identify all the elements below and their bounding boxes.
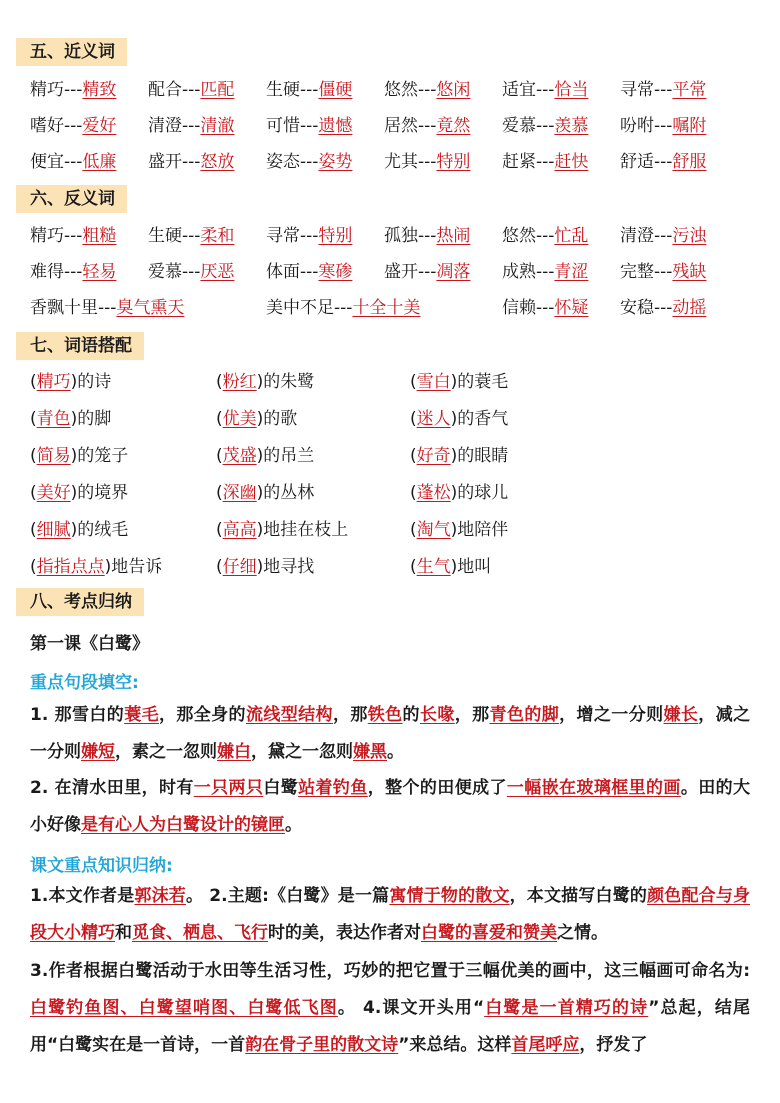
collocation-item — [30, 443, 128, 469]
collocation-text: 地陪伴 — [457, 520, 509, 540]
word-prompt: 成熟--- — [502, 262, 555, 282]
collocation-item — [410, 406, 508, 432]
word-answer: 平常 — [672, 80, 707, 100]
bracket: ) — [450, 520, 458, 540]
answer-text: 嫌黑 — [353, 742, 387, 762]
collocation-answer: 雪白 — [416, 372, 451, 392]
paragraph-text: 1.本文作者是 — [30, 886, 135, 906]
bracket: ( — [30, 446, 37, 466]
bracket: ) — [70, 446, 78, 466]
collocation-answer: 高高 — [222, 520, 257, 540]
paragraph-text: 1. 那雪白的 — [30, 705, 125, 725]
paragraph-text: 。 — [387, 742, 404, 762]
word-prompt: 舒适--- — [620, 152, 673, 172]
word-prompt: 便宜--- — [30, 152, 83, 172]
word-answer: 特别 — [436, 152, 471, 172]
word-pair — [266, 223, 352, 249]
paragraph-text: ，那 — [454, 705, 490, 725]
collocation-text: 的丛林 — [263, 483, 315, 503]
collocation-text: 的绒毛 — [77, 520, 129, 540]
collocation-answer: 美好 — [36, 483, 71, 503]
collocation-text: 地挂在枝上 — [263, 520, 349, 540]
collocation-item — [410, 554, 491, 580]
bracket: ( — [216, 483, 223, 503]
answer-text: 青色的脚 — [489, 705, 560, 725]
answer-text: 一幅嵌在玻璃框里的画 — [506, 778, 681, 798]
answer-text: 白鹭钓鱼图、白鹭望哨图、白鹭低飞图 — [30, 998, 338, 1018]
word-answer: 热闹 — [436, 226, 471, 246]
paragraph-text: 白鹭 — [263, 778, 299, 798]
bracket: ) — [450, 557, 458, 577]
collocation-text: 的笼子 — [77, 446, 129, 466]
bracket: ( — [216, 409, 223, 429]
paragraph-1 — [30, 697, 750, 771]
answer-text: 颜色配合与身段大小精巧 — [30, 886, 751, 943]
collocation-answer: 精巧 — [36, 372, 71, 392]
collocation-answer: 茂盛 — [222, 446, 257, 466]
word-pair — [620, 259, 706, 285]
paragraph-2 — [30, 770, 750, 844]
word-answer: 忙乱 — [554, 226, 589, 246]
word-prompt: 生硬--- — [266, 80, 319, 100]
word-pair — [384, 259, 470, 285]
collocation-text: 的吊兰 — [263, 446, 315, 466]
collocation-answer: 粉红 — [222, 372, 257, 392]
bracket: ( — [216, 557, 223, 577]
collocation-answer: 简易 — [36, 446, 71, 466]
word-answer: 残缺 — [672, 262, 707, 282]
answer-text: 觅食、栖息、飞行 — [132, 923, 268, 943]
bracket: ) — [256, 557, 264, 577]
section-heading-collocation: 七、词语搭配 — [16, 332, 144, 360]
section-heading-key-points: 八、考点归纳 — [16, 588, 144, 616]
word-answer: 污浊 — [672, 226, 707, 246]
word-prompt: 赶紧--- — [502, 152, 555, 172]
word-pair — [620, 223, 706, 249]
collocation-item — [30, 406, 111, 432]
paragraph-text: 和 — [115, 923, 132, 943]
word-prompt: 寻常--- — [620, 80, 673, 100]
collocation-text: 的歌 — [263, 409, 298, 429]
word-pair — [148, 149, 234, 175]
collocation-answer: 生气 — [416, 557, 451, 577]
word-pair — [30, 295, 184, 321]
answer-text: 一只两只 — [193, 778, 264, 798]
collocation-text: 的球儿 — [457, 483, 509, 503]
word-pair — [620, 113, 706, 139]
word-prompt: 悠然--- — [384, 80, 437, 100]
collocation-item — [30, 480, 128, 506]
bracket: ( — [410, 372, 417, 392]
bracket: ) — [70, 372, 78, 392]
word-pair — [620, 77, 706, 103]
collocation-item — [216, 554, 314, 580]
word-prompt: 精巧--- — [30, 80, 83, 100]
word-prompt: 爱慕--- — [502, 116, 555, 136]
collocation-answer: 细腻 — [36, 520, 71, 540]
word-answer: 遗憾 — [318, 116, 353, 136]
paragraph-text: 。 4.课文开头用“ — [337, 998, 485, 1018]
collocation-item — [216, 517, 348, 543]
word-pair — [502, 295, 588, 321]
word-prompt: 难得--- — [30, 262, 83, 282]
bracket: ) — [450, 483, 458, 503]
bracket: ( — [216, 520, 223, 540]
word-prompt: 姿态--- — [266, 152, 319, 172]
bracket: ) — [450, 372, 458, 392]
word-pair — [30, 223, 116, 249]
answer-text: 白鹭的喜爱和赞美 — [421, 923, 557, 943]
collocation-text: 的蓑毛 — [457, 372, 509, 392]
paragraph-3 — [30, 878, 750, 952]
paragraph-4 — [30, 953, 750, 1064]
collocation-item — [30, 369, 111, 395]
word-pair — [30, 113, 116, 139]
collocation-text: 的境界 — [77, 483, 129, 503]
word-prompt: 适宜--- — [502, 80, 555, 100]
word-pair — [30, 77, 116, 103]
paragraph-text: ，抒发了 — [579, 1035, 648, 1055]
collocation-answer: 优美 — [222, 409, 257, 429]
bracket: ) — [450, 446, 458, 466]
bracket: ) — [256, 483, 264, 503]
word-prompt: 孤独--- — [384, 226, 437, 246]
paragraph-text: 时的美，表达作者对 — [268, 923, 421, 943]
word-pair — [502, 149, 588, 175]
word-answer: 十全十美 — [352, 298, 421, 318]
word-prompt: 体面--- — [266, 262, 319, 282]
bracket: ) — [104, 557, 112, 577]
word-prompt: 居然--- — [384, 116, 437, 136]
word-prompt: 清澄--- — [148, 116, 201, 136]
collocation-item — [216, 369, 314, 395]
word-answer: 动摇 — [672, 298, 707, 318]
word-prompt: 可惜--- — [266, 116, 319, 136]
word-answer: 悠闲 — [436, 80, 471, 100]
word-answer: 舒服 — [672, 152, 707, 172]
collocation-text: 地寻找 — [263, 557, 315, 577]
collocation-item — [216, 480, 314, 506]
word-prompt: 清澄--- — [620, 226, 673, 246]
bracket: ( — [216, 446, 223, 466]
word-answer: 特别 — [318, 226, 353, 246]
word-answer: 柔和 — [200, 226, 235, 246]
answer-text: 铁色 — [367, 705, 403, 725]
answer-text: 嫌长 — [663, 705, 699, 725]
paragraph-text: 3.作者根据白鹭活动于水田等生活习性，巧妙的把它置于三幅优美的画中，这三幅画可命名为: — [30, 961, 750, 981]
answer-text: 蓑毛 — [124, 705, 159, 725]
lesson-title: 第一课《白鹭》 — [30, 634, 149, 654]
word-prompt: 悠然--- — [502, 226, 555, 246]
bracket: ) — [70, 409, 78, 429]
bracket: ( — [410, 409, 417, 429]
word-pair — [266, 295, 420, 321]
paragraph-text: ，整个的田便成了 — [367, 778, 507, 798]
answer-text: 首尾呼应 — [511, 1035, 580, 1055]
word-answer: 嘱附 — [672, 116, 707, 136]
bracket: ( — [410, 520, 417, 540]
paragraph-text: ，黛之一忽则 — [251, 742, 353, 762]
word-answer: 寒碜 — [318, 262, 353, 282]
paragraph-text: 。 — [285, 815, 302, 835]
word-pair — [266, 113, 352, 139]
answer-text: 郭沫若 — [134, 886, 186, 906]
answer-text: 长喙 — [419, 705, 455, 725]
word-prompt: 吩咐--- — [620, 116, 673, 136]
collocation-item — [216, 443, 314, 469]
word-answer: 精致 — [82, 80, 117, 100]
paragraph-text: ，增之一分则 — [559, 705, 664, 725]
word-answer: 青涩 — [554, 262, 589, 282]
word-prompt: 精巧--- — [30, 226, 83, 246]
word-answer: 厌恶 — [200, 262, 235, 282]
collocation-item — [410, 443, 508, 469]
word-prompt: 爱慕--- — [148, 262, 201, 282]
word-pair — [502, 259, 588, 285]
paragraph-text: ，那 — [332, 705, 368, 725]
word-pair — [502, 223, 588, 249]
answer-text: 白鹭是一首精巧的诗 — [484, 998, 649, 1018]
bracket: ( — [30, 483, 37, 503]
paragraph-text: 。 2.主题:《白鹭》是一篇 — [185, 886, 390, 906]
collocation-item — [410, 517, 508, 543]
word-pair — [30, 259, 116, 285]
bracket: ( — [410, 557, 417, 577]
collocation-item — [410, 480, 508, 506]
section-heading-antonyms: 六、反义词 — [16, 185, 127, 213]
collocation-answer: 迷人 — [416, 409, 451, 429]
collocation-answer: 指指点点 — [36, 557, 105, 577]
collocation-text: 的眼睛 — [457, 446, 509, 466]
paragraph-text: ，减之一分则 — [30, 705, 751, 762]
paragraph-text: 的 — [402, 705, 420, 725]
answer-text: 寓情于物的散文 — [389, 886, 510, 906]
word-pair — [384, 149, 470, 175]
answer-text: 站着钓鱼 — [298, 778, 368, 798]
collocation-text: 的朱鹭 — [263, 372, 315, 392]
fill-blank-heading: 重点句段填空: — [30, 673, 139, 693]
paragraph-text: ”总起，结尾用“白鹭实在是一首诗，一首 — [30, 998, 750, 1055]
paragraph-text: ，本文描写白鹭的 — [509, 886, 648, 906]
word-pair — [266, 149, 352, 175]
paragraph-text: ，那全身的 — [158, 705, 246, 725]
bracket: ( — [410, 446, 417, 466]
knowledge-heading: 课文重点知识归纳: — [30, 856, 173, 876]
collocation-answer: 淘气 — [416, 520, 451, 540]
word-pair — [148, 223, 234, 249]
paragraph-text: ”来总结。这样 — [398, 1035, 512, 1055]
bracket: ( — [30, 520, 37, 540]
word-answer: 匹配 — [200, 80, 235, 100]
answer-text: 韵在骨子里的散文诗 — [245, 1035, 399, 1055]
collocation-text: 地叫 — [457, 557, 492, 577]
collocation-text: 的诗 — [77, 372, 112, 392]
word-pair — [148, 259, 234, 285]
word-prompt: 尤其--- — [384, 152, 437, 172]
bracket: ( — [410, 483, 417, 503]
word-pair — [384, 113, 470, 139]
bracket: ) — [256, 446, 264, 466]
paragraph-text: 2. 在清水田里，时有 — [30, 778, 194, 798]
collocation-answer: 仔细 — [222, 557, 257, 577]
bracket: ) — [256, 372, 264, 392]
bracket: ) — [256, 520, 264, 540]
word-prompt: 盛开--- — [148, 152, 201, 172]
word-prompt: 嗜好--- — [30, 116, 83, 136]
word-prompt: 安稳--- — [620, 298, 673, 318]
collocation-answer: 深幽 — [222, 483, 257, 503]
collocation-text: 的香气 — [457, 409, 509, 429]
word-prompt: 配合--- — [148, 80, 201, 100]
word-answer: 清澈 — [200, 116, 235, 136]
word-answer: 竟然 — [436, 116, 471, 136]
bracket: ) — [70, 520, 78, 540]
word-pair — [502, 77, 588, 103]
answer-text: 流线型结构 — [245, 705, 333, 725]
word-answer: 怀疑 — [554, 298, 589, 318]
word-prompt: 生硬--- — [148, 226, 201, 246]
bracket: ) — [70, 483, 78, 503]
word-answer: 凋落 — [436, 262, 471, 282]
word-prompt: 完整--- — [620, 262, 673, 282]
bracket: ( — [216, 372, 223, 392]
word-answer: 爱好 — [82, 116, 117, 136]
paragraph-text: 之情。 — [557, 923, 608, 943]
word-answer: 轻易 — [82, 262, 117, 282]
collocation-item — [216, 406, 297, 432]
word-pair — [30, 149, 116, 175]
word-pair — [148, 77, 234, 103]
bracket: ) — [256, 409, 264, 429]
word-prompt: 寻常--- — [266, 226, 319, 246]
word-answer: 怒放 — [200, 152, 235, 172]
word-answer: 赶快 — [554, 152, 589, 172]
collocation-item — [30, 517, 128, 543]
paragraph-text: ，素之一忽则 — [115, 742, 217, 762]
word-pair — [266, 77, 352, 103]
word-pair — [266, 259, 352, 285]
word-pair — [502, 113, 588, 139]
bracket: ( — [30, 409, 37, 429]
collocation-item — [410, 369, 508, 395]
paragraph-text: 。田的大小好像 — [30, 778, 751, 835]
word-pair — [384, 77, 470, 103]
word-answer: 恰当 — [554, 80, 589, 100]
bracket: ( — [30, 372, 37, 392]
word-pair — [620, 295, 706, 321]
bracket: ) — [450, 409, 458, 429]
word-pair — [384, 223, 470, 249]
word-prompt: 美中不足--- — [266, 298, 353, 318]
word-pair — [148, 113, 234, 139]
collocation-text: 的脚 — [77, 409, 112, 429]
answer-text: 嫌短 — [81, 742, 115, 762]
word-answer: 臭气熏天 — [116, 298, 185, 318]
word-answer: 羡慕 — [554, 116, 589, 136]
word-prompt: 盛开--- — [384, 262, 437, 282]
collocation-answer: 好奇 — [416, 446, 451, 466]
word-prompt: 信赖--- — [502, 298, 555, 318]
word-answer: 低廉 — [82, 152, 117, 172]
answer-text: 是有心人为白鹭设计的镜匣 — [81, 815, 285, 835]
section-heading-synonyms: 五、近义词 — [16, 38, 127, 66]
collocation-answer: 蓬松 — [416, 483, 451, 503]
answer-text: 嫌白 — [217, 742, 251, 762]
collocation-item — [30, 554, 162, 580]
bracket: ( — [30, 557, 37, 577]
word-prompt: 香飘十里--- — [30, 298, 117, 318]
word-answer: 粗糙 — [82, 226, 117, 246]
word-answer: 僵硬 — [318, 80, 353, 100]
collocation-answer: 青色 — [36, 409, 71, 429]
collocation-text: 地告诉 — [111, 557, 163, 577]
word-pair — [620, 149, 706, 175]
word-answer: 姿势 — [318, 152, 353, 172]
